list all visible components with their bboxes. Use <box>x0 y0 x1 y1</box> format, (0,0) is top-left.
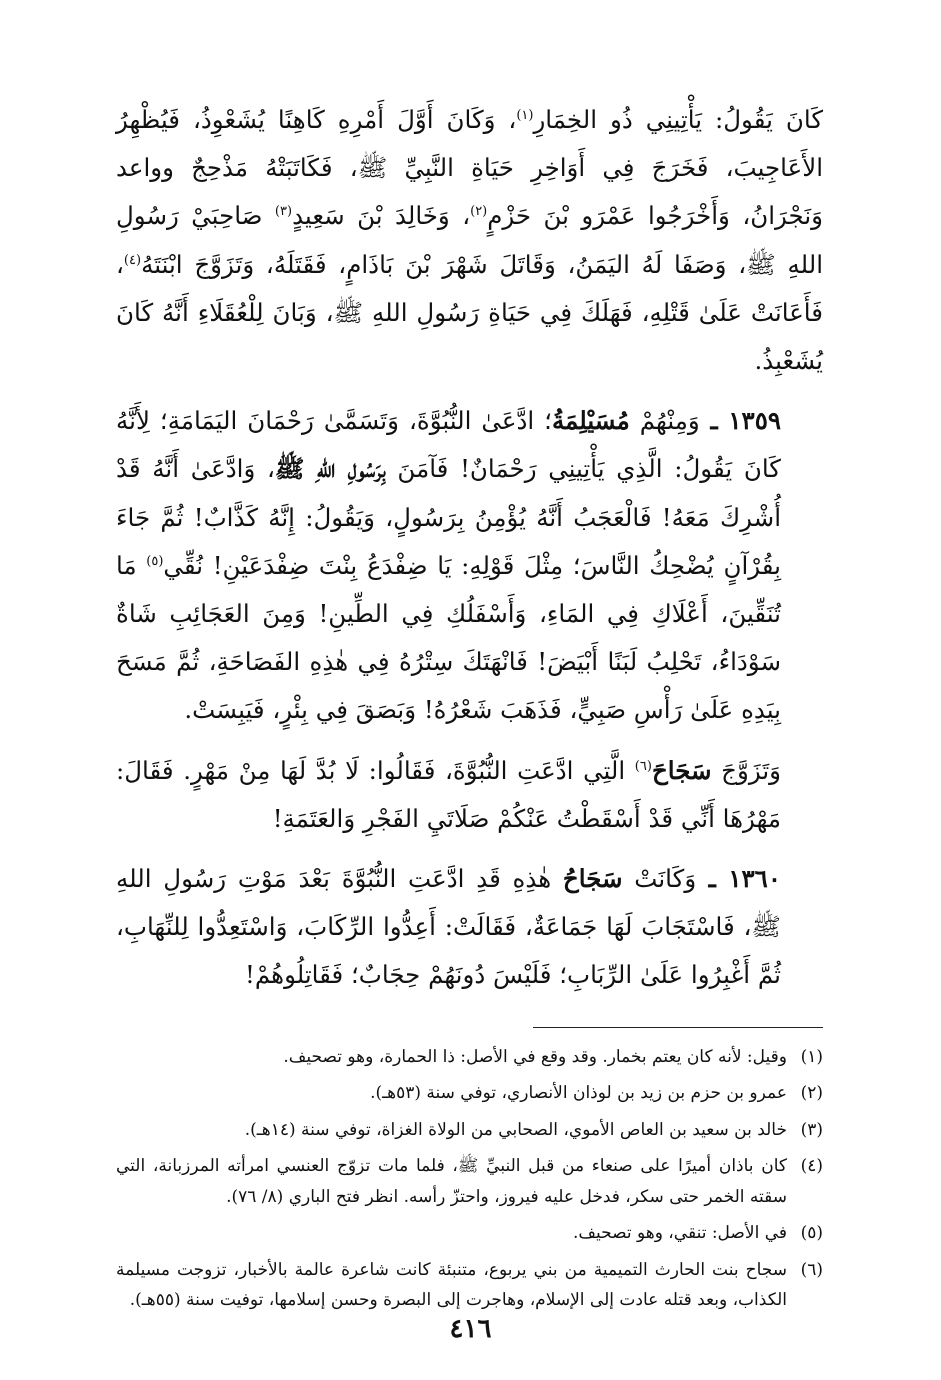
text-run: ؛ ادَّعَىٰ النُّبُوَّةَ، وَتَسَمَّىٰ رَحْمَانَ اليَمَامَةِ؛ لِأَنَّهُ كَانَ يَقُولُ: الَّذِي يَأْتِينِي رَحْمَانٌ! فَآمَنَ <box>116 406 781 484</box>
footnote-number: (١) <box>800 1046 823 1067</box>
footnote-number: (٢) <box>800 1083 823 1104</box>
bold-text: سَجَاحُ <box>562 864 623 894</box>
footnote-ref: (٣) <box>274 204 293 220</box>
footnotes <box>116 1042 823 1316</box>
body-paragraph <box>116 855 823 1000</box>
footnote-text: وقيل: لأنه كان يعتم بخمار. وقد وقع في الأصل: ذا الحمارة، وهو تصحيف. <box>283 1046 787 1067</box>
footnote-ref: (٦) <box>634 758 652 774</box>
footnote <box>116 1255 823 1316</box>
bold-text: ١٣٥٩ ـ <box>699 406 782 436</box>
footnote-text: خالد بن سعيد بن العاص الأموي، الصحابي من الولاة الغزاة، توفي سنة (١٤هـ). <box>244 1119 787 1140</box>
footnote <box>116 1151 823 1212</box>
text-run: الَّتِي ادَّعَتِ النُّبُوَّةَ، فَقَالُوا: لَا بُدَّ لَهَا مِنْ مَهْرٍ. فَقَالَ: مَهْرُهَا أَنِّي قَدْ أَسْقَطْتُ عَنْكُمْ صَلَاتَيِ الفَجْرِ وَالعَتَمَةِ! <box>116 755 781 833</box>
page-number: ٤١٦ <box>449 1314 492 1344</box>
footnote-number: (٦) <box>800 1259 823 1280</box>
footnote <box>116 1078 823 1109</box>
footnote-ref: (١) <box>516 107 534 123</box>
text-run: ، وَكَانَ أَوَّلَ أَمْرِهِ كَاهِنًا يُشَعْوِذُ، فَيُظْهِرُ الأَعَاجِيبَ، فَخَرَجَ فِي أَوَاخِرِ حَيَاةِ النَّبِيِّ ﷺ، فَكَاتَبَتْهُ مَذْحِجٌ وواعد وَنَجْرَانُ، وَأَخْرَجُوا عَمْرَو بْنَ حَزْمٍ <box>116 105 824 231</box>
footnote-text: سجاح بنت الحارث التميمية من بني يربوع، متنبئة كانت شاعرة عالمة بالأخبار، تزوجت مسيلمة الكذاب، وبعد قتله عادت إلى الإسلام، وهاجرت إلى البصرة وحسن إسلامها، توفيت سنة (٥٥هـ). <box>116 1259 787 1311</box>
bold-text: ١٣٦٠ ـ <box>696 864 781 894</box>
text-run: هٰذِهِ قَدِ ادَّعَتِ النُّبُوَّةَ بَعْدَ مَوْتِ رَسُولِ اللهِ ﷺ، فَاسْتَجَابَ لَهَا جَمَاعَةٌ، فَقَالَتْ: أَعِدُّوا الرِّكَابَ، وَاسْتَعِدُّوا لِلنِّهَابِ، ثُمَّ أَغْبِرُوا عَلَىٰ الرِّبَابِ؛ فَلَيْسَ دُونَهُمْ حِجَابٌ؛ فَقَاتِلُوهُمْ! <box>116 864 781 990</box>
text-run: ، وَادَّعَىٰ أَنَّهُ قَدْ أُشْرِكَ مَعَهُ! فَالْعَجَبُ أَنَّهُ يُؤْمِنُ بِرَسُولٍ، وَيَقُولُ: إِنَّهُ كَذَّابٌ! ثُمَّ جَاءَ بِقُرْآنٍ يُضْحِكُ النَّاسَ؛ مِثْلَ قَوْلِهِ: يَا ضِفْدَعُ بِنْتَ ضِفْدَعَيْنِ! نُقِّي <box>116 454 781 580</box>
footnote <box>116 1115 823 1146</box>
body-paragraph <box>116 747 823 843</box>
footnote <box>116 1042 823 1073</box>
footnote <box>116 1218 823 1249</box>
text-run: صَاحِبَيْ رَسُولِ اللهِ ﷺ، وَصَفَا لَهُ اليَمَنُ، وَقَاتَلَ شَهْرَ بْنَ بَاذَامٍ، فَقَتَلَهُ، وَتَزَوَّجَ ابْنَتَهُ <box>116 201 823 279</box>
text-run: ، وَخَالِدَ بْنَ سَعِيدٍ <box>292 201 471 231</box>
bold-text: سَجَاحَ <box>651 755 712 785</box>
footnote-text: كان باذان أميرًا على صنعاء من قبل النبيِّ ﷺ، فلما مات تزوّج العنسي امرأته المرزبانة، التي سقته الخمر حتى سكر، فدخل عليه فيروز، واحتزّ رأسه. انظر فتح الباري (٨/ ٧٦). <box>116 1156 787 1207</box>
footnote-text: عمرو بن حزم بن زيد بن لوذان الأنصاري، توفي سنة (٥٣هـ). <box>370 1083 787 1104</box>
text-run: كَانَ يَقُولُ: يَأْتِينِي ذُو الخِمَارِ <box>533 105 824 134</box>
text-run: وَتَزَوَّجَ <box>711 755 781 785</box>
footnote-number: (٥) <box>800 1223 823 1244</box>
text-run: مَا تُنَقِّينَ، أَعْلَاكِ فِي المَاءِ، وَأَسْفَلُكِ فِي الطِّينِ! وَمِنَ العَجَائِبِ شَاةٌ سَوْدَاءُ، تَحْلِبُ لَبَنًا أَبْيَضَ! فَانْهَتَكَ سِتْرُهُ فِي هٰذِهِ الفَصَاحَةِ، ثُمَّ مَسَحَ بِيَدِهِ عَلَىٰ رَأْسِ صَبِيٍّ، فَذَهَبَ شَعْرُهُ! وَبَصَقَ فِي بِئْرٍ، فَيَبِسَتْ. <box>116 550 781 725</box>
footnote-ref: (٥) <box>146 553 164 569</box>
footnote-ref: (٤) <box>123 252 142 268</box>
footnote-ref: (٢) <box>470 204 488 220</box>
body-paragraph <box>116 96 823 385</box>
bold-text: بِرَسُولِ اللهِ ﷺ <box>274 454 386 484</box>
footnote-text: في الأصل: تنقي، وهو تصحيف. <box>572 1223 787 1244</box>
text-run: ، فَأَعَانَتْ عَلَىٰ قَتْلِهِ، فَهَلَكَ فِي حَيَاةِ رَسُولِ اللهِ ﷺ، وَبَانَ لِلْعُقَلَاءِ أَنَّهُ كَانَ يُشَعْبِذُ. <box>116 249 823 376</box>
footnote-number: (٤) <box>800 1156 823 1177</box>
footnote-separator <box>533 1027 823 1028</box>
footnote-number: (٣) <box>800 1119 823 1140</box>
text-run: وَكَانَتْ <box>622 864 697 894</box>
main-text <box>116 96 823 1000</box>
bold-text: مُسَيْلِمَةُ <box>551 406 630 436</box>
body-paragraph <box>116 397 823 734</box>
text-run: وَمِنْهُمْ <box>629 406 700 436</box>
